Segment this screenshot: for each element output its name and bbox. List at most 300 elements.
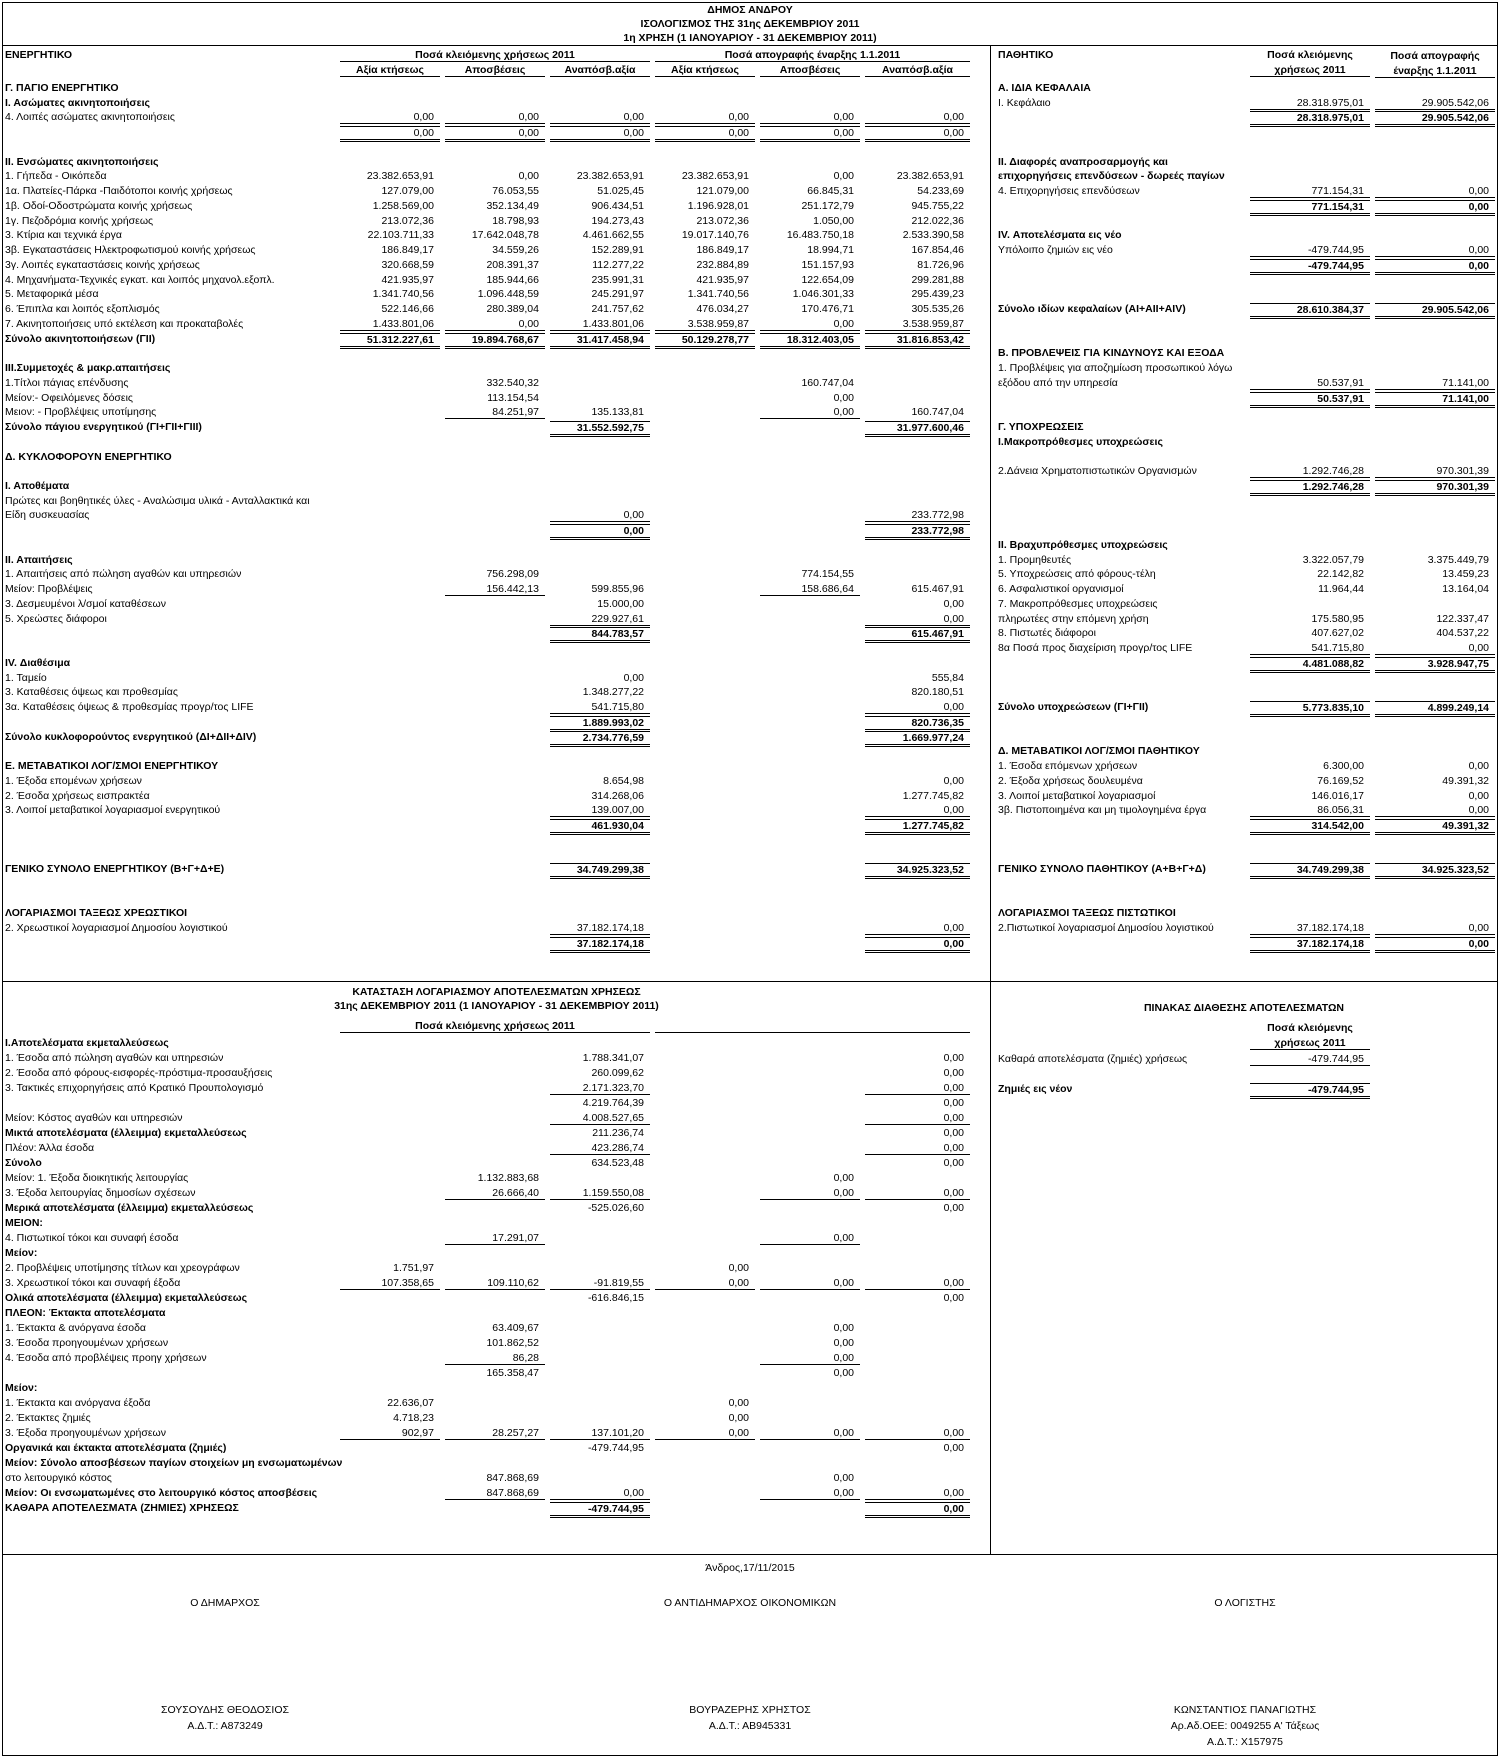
- liab-row-label: 7. Μακροπρόθεσμες υποχρεώσεις: [998, 598, 1158, 610]
- income-value: 0,00: [865, 1142, 970, 1155]
- liab-value: 86.056,31: [1250, 804, 1370, 817]
- liab-value: 0,00: [1375, 937, 1495, 953]
- asset-value: 37.182.174,18: [550, 937, 650, 953]
- liab-value: 11.964,44: [1318, 583, 1364, 595]
- income-value: 4.008.527,65: [550, 1112, 650, 1125]
- assets-col-net-open: Αναπόσβ.αξία: [865, 64, 970, 77]
- liab-row-label: 2. Έξοδα χρήσεως δουλευμένα: [998, 775, 1143, 787]
- asset-row-label: ΛΟΓΑΡΙΑΣΜΟΙ ΤΑΞΕΩΣ ΧΡΕΩΣΤΙΚΟΙ: [5, 907, 188, 919]
- doc-period: 1η ΧΡΗΣΗ (1 ΙΑΝΟΥΑΡΙΟΥ - 31 ΔΕΚΕΜΒΡΙΟΥ 2011): [623, 32, 877, 44]
- asset-value: 34.749.299,38: [550, 863, 650, 879]
- asset-value: 0,00: [445, 126, 545, 142]
- liab-value: 13.459,23: [1442, 568, 1489, 580]
- income-row-label: 4. Πιστωτικοί τόκοι και συναφή έσοδα: [5, 1232, 179, 1244]
- liab-row-label: Υπόλοιπο ζημιών εις νέο: [998, 244, 1113, 256]
- liab-value: 541.715,80: [1250, 642, 1370, 655]
- asset-value: 2.734.776,59: [550, 731, 650, 747]
- doc-subtitle: ΙΣΟΛΟΓΙΣΜΟΣ ΤΗΣ 31ης ΔΕΚΕΜΒΡΙΟΥ 2011: [640, 18, 860, 30]
- income-value: 0,00: [760, 1352, 860, 1365]
- distribution-net-result-value: -479.744,95: [1250, 1053, 1370, 1066]
- income-row-label: Σύνολο: [5, 1157, 42, 1169]
- liab-row-label: 4. Επιχορηγήσεις επενδύσεων: [998, 185, 1140, 197]
- income-value: 0,00: [728, 1412, 749, 1424]
- asset-value: 160.747,04: [911, 406, 964, 418]
- asset-value: 906.434,51: [591, 200, 644, 212]
- asset-value: 54.233,69: [917, 185, 964, 197]
- asset-value: 295.439,23: [911, 288, 964, 300]
- asset-value: 615.467,91: [865, 627, 970, 643]
- asset-value: 213.072,36: [381, 215, 434, 227]
- sig-mayor-name: ΣΟΥΣΟΥΔΗΣ ΘΕΟΔΟΣΙΟΣ: [160, 1704, 289, 1716]
- liab-value: 404.537,22: [1436, 627, 1489, 639]
- income-row-label: ΜΕΙΟΝ:: [5, 1217, 43, 1229]
- liab-value: 3.375.449,79: [1427, 554, 1489, 566]
- income-value: 0,00: [760, 1487, 860, 1500]
- liab-label: ΠΑΘΗΤΙΚΟ: [998, 49, 1054, 61]
- assets-label: ΕΝΕΡΓΗΤΙΚΟ: [5, 49, 73, 61]
- income-row-label: Μείον: Οι ενσωματωμένες στο λειτουργικό κόστος αποσβέσεις: [5, 1487, 318, 1499]
- asset-value: 34.559,26: [492, 244, 539, 256]
- asset-value: 19.017.140,76: [681, 229, 749, 241]
- asset-value: 0,00: [760, 126, 860, 142]
- liab-row-label: 1. Προμηθευτές: [998, 554, 1072, 566]
- income-value: 0,00: [760, 1277, 860, 1290]
- income-value: 101.862,52: [486, 1337, 539, 1349]
- income-value: 17.291,07: [445, 1232, 545, 1245]
- income-value: 4.718,23: [393, 1412, 434, 1424]
- liab-value: 29.905.542,06: [1375, 303, 1495, 319]
- liab-value: 5.773.835,10: [1250, 701, 1370, 717]
- assets-group1: Ποσά κλειόμενης χρήσεως 2011: [340, 49, 650, 62]
- income-row-label: ΚΑΘΑΡΑ ΑΠΟΤΕΛΕΣΜΑΤΑ (ΖΗΜΙΕΣ) ΧΡΗΣΕΩΣ: [5, 1502, 239, 1514]
- asset-value: 18.798,93: [492, 215, 539, 227]
- liab-row-label: Δ. ΜΕΤΑΒΑΤΙΚΟΙ ΛΟΓ/ΣΜΟΙ ΠΑΘΗΤΙΚΟΥ: [998, 745, 1200, 757]
- asset-value: 31.552.592,75: [550, 421, 650, 437]
- income-value: 260.099,62: [591, 1067, 644, 1079]
- income-col-header-rule: [655, 1020, 970, 1033]
- asset-row-label: Πρώτες και βοηθητικές ύλες - Αναλώσιμα υλικά - Ανταλλακτικά και: [5, 495, 310, 507]
- income-row-label: Οργανικά και έκτακτα αποτελέσματα (ζημιές): [5, 1442, 227, 1454]
- asset-value: 0,00: [445, 111, 545, 124]
- asset-value: 66.845,31: [807, 185, 854, 197]
- asset-value: 1.277.745,82: [902, 790, 964, 802]
- asset-value: 320.668,59: [381, 259, 434, 271]
- asset-row-label: Μειον: - Προβλέψεις υποτίμησης: [5, 406, 157, 418]
- income-row-label: 3. Χρεωστικοί τόκοι και συναφή έξοδα: [5, 1277, 181, 1289]
- asset-value: 19.894.768,67: [445, 333, 545, 349]
- income-row-label: 1. Έκτακτα και ανόργανα έξοδα: [5, 1397, 151, 1409]
- income-row-label: 2. Έκτακτες ζημιές: [5, 1412, 91, 1424]
- asset-value: 0,00: [550, 524, 650, 540]
- asset-value: 774.154,55: [801, 568, 854, 580]
- asset-value: 0,00: [833, 170, 854, 182]
- asset-value: 23.382.653,91: [896, 170, 964, 182]
- liab-value: 37.182.174,18: [1250, 937, 1370, 953]
- asset-value: 0,00: [623, 672, 644, 684]
- income-value: 0,00: [865, 1082, 970, 1095]
- liab-value: 28.610.384,37: [1250, 303, 1370, 319]
- income-row-label: 3. Τακτικές επιχορηγήσεις από Κρατικό Προυπολογισμό: [5, 1082, 264, 1094]
- liab-value: 407.627,02: [1311, 627, 1364, 639]
- asset-row-label: Γ. ΠΑΓΙΟ ΕΝΕΡΓΗΤΙΚΟ: [5, 82, 119, 94]
- asset-row-label: 3. Κτίρια και τεχνικά έργα: [5, 229, 122, 241]
- income-value: 1.132.883,68: [477, 1172, 539, 1184]
- asset-value: 8.654,98: [603, 775, 644, 787]
- income-value: 0,00: [943, 1157, 964, 1169]
- asset-value: 820.736,35: [865, 716, 970, 732]
- asset-value: 233.772,98: [865, 524, 970, 540]
- income-value: -525.026,60: [587, 1202, 644, 1214]
- sig-deputy-title: Ο ΑΝΤΙΔΗΜΑΡΧΟΣ ΟΙΚΟΝΟΜΙΚΩΝ: [663, 1597, 837, 1609]
- asset-value: 160.747,04: [801, 377, 854, 389]
- income-row-label: 4. Έσοδα από προβλέψεις προηγ χρήσεων: [5, 1352, 207, 1364]
- asset-row-label: 3. Λοιποί μεταβατικοί λογαριασμοί ενεργητικού: [5, 804, 221, 816]
- sig-deputy-name: ΒΟΥΡΑΖΕΡΗΣ ΧΡΗΣΤΟΣ: [689, 1704, 811, 1716]
- income-value: 423.286,74: [550, 1142, 650, 1155]
- liab-value: 13.164,04: [1442, 583, 1489, 595]
- liab-value: 0,00: [1375, 804, 1495, 817]
- income-value: 0,00: [728, 1397, 749, 1409]
- asset-value: 0,00: [655, 111, 755, 124]
- asset-row-label: Σύνολο πάγιου ενεργητικού (ΓΙ+ΓΙΙ+ΓΙΙΙ): [5, 421, 202, 433]
- asset-value: 332.540,32: [486, 377, 539, 389]
- asset-value: 212.022,36: [911, 215, 964, 227]
- income-value: 0,00: [760, 1232, 860, 1245]
- income-col-header: Ποσά κλειόμενης χρήσεως 2011: [340, 1020, 650, 1033]
- asset-value: 158.686,64: [760, 583, 860, 596]
- asset-value: 185.944,66: [486, 274, 539, 286]
- asset-value: 0,00: [760, 406, 860, 419]
- assets-col-net-2011: Αναπόσβ.αξία: [550, 64, 650, 77]
- asset-value: 555,84: [931, 672, 964, 684]
- asset-value: 476.034,27: [696, 303, 749, 315]
- distribution-carry-forward-value: -479.744,95: [1250, 1083, 1370, 1099]
- asset-value: 599.855,96: [591, 583, 644, 595]
- income-value: 0,00: [833, 1472, 854, 1484]
- asset-value: 51.025,45: [597, 185, 644, 197]
- asset-row-label: Ι. Ασώματες ακινητοποιήσεις: [5, 97, 150, 109]
- liab-value: 50.537,91: [1250, 377, 1370, 390]
- liab-value: 37.182.174,18: [1250, 922, 1370, 935]
- income-value: 0,00: [833, 1322, 854, 1334]
- income-value: 107.358,65: [340, 1277, 440, 1290]
- liab-value: 175.580,95: [1311, 613, 1364, 625]
- sig-mayor-id: Α.Δ.Τ.: Α873249: [187, 1720, 263, 1732]
- asset-value: 820.180,51: [911, 686, 964, 698]
- income-row-label: Μείον: Σύνολο αποσβέσεων παγίων στοιχείων μη ενσωματωμένων: [5, 1457, 343, 1469]
- asset-value: 352.134,49: [486, 200, 539, 212]
- liab-value: 0,00: [1375, 185, 1495, 198]
- assets-col-cost-open: Αξία κτήσεως: [655, 64, 755, 77]
- asset-value: 1.341.740,56: [687, 288, 749, 300]
- asset-value: 135.133,81: [591, 406, 644, 418]
- asset-row-label: ΓΕΝΙΚΟ ΣΥΝΟΛΟ ΕΝΕΡΓΗΤΙΚΟΥ (Β+Γ+Δ+Ε): [5, 863, 225, 875]
- asset-row-label: 4. Μηχανήματα-Τεχνικές εγκατ. και λοιπός μηχανολ.εξοπλ.: [5, 274, 275, 286]
- liab-value: 3.322.057,79: [1302, 554, 1364, 566]
- income-value: 0,00: [760, 1427, 860, 1440]
- asset-value: 0,00: [865, 922, 970, 935]
- income-value: 0,00: [943, 1292, 964, 1304]
- asset-value: 233.772,98: [865, 509, 970, 522]
- liab-value: 970.301,39: [1375, 480, 1495, 496]
- asset-value: 756.298,09: [486, 568, 539, 580]
- asset-value: 0,00: [865, 613, 970, 626]
- income-value: 0,00: [865, 1427, 970, 1440]
- income-row-label: 3. Έσοδα προηγουμένων χρήσεων: [5, 1337, 169, 1349]
- sig-deputy-id: Α.Δ.Τ.: ΑΒ945331: [708, 1720, 792, 1732]
- asset-value: 151.157,93: [801, 259, 854, 271]
- income-value: 1.159.550,08: [550, 1187, 650, 1200]
- income-row-label: 1. Έκτακτα & ανόργανα έσοδα: [5, 1322, 146, 1334]
- asset-value: 0,00: [518, 170, 539, 182]
- distribution-title: ΠΙΝΑΚΑΣ ΔΙΑΘΕΣΗΣ ΑΠΟΤΕΛΕΣΜΑΤΩΝ: [1143, 1002, 1345, 1014]
- liab-value: 1.292.746,28: [1250, 480, 1370, 496]
- income-value: 0,00: [943, 1097, 964, 1109]
- income-row-label: Μείον: Κόστος αγαθών και υπηρεσιών: [5, 1112, 183, 1124]
- income-value: 847.868,69: [445, 1487, 545, 1500]
- income-value: 165.358,47: [486, 1367, 539, 1379]
- liab-value: 28.318.975,01: [1250, 111, 1370, 127]
- asset-value: 186.849,17: [381, 244, 434, 256]
- asset-row-label: 3. Δεσμευμένοι λ/σμοί καταθέσεων: [5, 598, 166, 610]
- asset-value: 0,00: [550, 126, 650, 142]
- income-value: 86,28: [445, 1352, 545, 1365]
- asset-value: 139.007,00: [550, 804, 650, 817]
- income-value: 0,00: [760, 1187, 860, 1200]
- asset-row-label: 1α. Πλατείες-Πάρκα -Παιδότοποι κοινής χρήσεως: [5, 185, 233, 197]
- income-value: 847.868,69: [486, 1472, 539, 1484]
- asset-value: 1.196.928,01: [687, 200, 749, 212]
- liab-value: 771.154,31: [1250, 200, 1370, 216]
- liab-col2-line1: Ποσά απογραφής: [1390, 50, 1480, 62]
- income-value: 0,00: [943, 1442, 964, 1454]
- income-value: 0,00: [833, 1337, 854, 1349]
- asset-row-label: Δ. ΚΥΚΛΟΦΟΡΟΥΝ ΕΝΕΡΓΗΤΙΚΟ: [5, 451, 172, 463]
- income-value: 63.409,67: [492, 1322, 539, 1334]
- asset-value: 461.930,04: [550, 819, 650, 835]
- asset-row-label: 2. Χρεωστικοί λογαριασμοί Δημοσίου λογιστικού: [5, 922, 228, 934]
- liab-col1-line2: χρήσεως 2011: [1250, 64, 1370, 77]
- income-row-label: Μείον: 1. Έξοδα διοικητικής λειτουργίας: [5, 1172, 189, 1184]
- asset-value: 541.715,80: [550, 701, 650, 714]
- income-value: 0,00: [943, 1202, 964, 1214]
- liab-value: 49.391,32: [1442, 775, 1489, 787]
- income-value: 902,97: [340, 1427, 440, 1440]
- asset-value: 76.053,55: [492, 185, 539, 197]
- income-value: 0,00: [943, 1067, 964, 1079]
- asset-value: 15.000,00: [597, 598, 644, 610]
- liab-row-label: Β. ΠΡΟΒΛΕΨΕΙΣ ΓΙΑ ΚΙΝΔΥΝΟΥΣ ΚΑΙ ΕΞΟΔΑ: [998, 347, 1225, 359]
- income-value: 0,00: [865, 1277, 970, 1290]
- liab-value: 34.749.299,38: [1250, 863, 1370, 879]
- asset-value: 23.382.653,91: [366, 170, 434, 182]
- liab-row-label: εξόδου από την υπηρεσία: [998, 377, 1118, 389]
- asset-value: 23.382.653,91: [576, 170, 644, 182]
- asset-value: 522.146,66: [381, 303, 434, 315]
- income-value: 26.666,40: [445, 1187, 545, 1200]
- liab-row-label: IV. Αποτελέσματα εις νέο: [998, 229, 1122, 241]
- assets-col-depr-open: Αποσβέσεις: [760, 64, 860, 77]
- income-row-label: Μερικά αποτελέσματα (έλλειμμα) εκμεταλλεύσεως: [5, 1202, 254, 1214]
- asset-value: 18.312.403,05: [760, 333, 860, 349]
- asset-row-label: 5. Χρεώστες διάφοροι: [5, 613, 107, 625]
- income-row-label: Πλέον: Άλλα έσοδα: [5, 1142, 95, 1154]
- asset-row-label: 1. Ταμείο: [5, 672, 47, 684]
- income-value: 0,00: [728, 1262, 749, 1274]
- asset-value: 0,00: [550, 509, 650, 522]
- liab-row-label: επιχορηγήσεις επενδύσεων - δωρεές παγίων: [998, 170, 1225, 182]
- liab-value: 970.301,39: [1375, 465, 1495, 478]
- asset-row-label: 1.Τίτλοι πάγιας επένδυσης: [5, 377, 129, 389]
- asset-value: 245.291,97: [591, 288, 644, 300]
- asset-row-label: 3. Καταθέσεις όψεως και προθεσμίας: [5, 686, 178, 698]
- liab-value: 0,00: [1375, 922, 1495, 935]
- asset-row-label: Μείον:- Οφειλόμενες δόσεις: [5, 392, 133, 404]
- liab-row-label: ΓΕΝΙΚΟ ΣΥΝΟΛΟ ΠΑΘΗΤΙΚΟΥ (Α+Β+Γ+Δ): [998, 863, 1206, 875]
- liab-value: 1.292.746,28: [1250, 465, 1370, 478]
- asset-value: 251.172,79: [801, 200, 854, 212]
- liab-row-label: Ι.Μακροπρόθεσμες υποχρεώσεις: [998, 436, 1163, 448]
- liab-value: 314.542,00: [1250, 819, 1370, 835]
- liab-value: 0,00: [1375, 259, 1495, 275]
- liab-value: 50.537,91: [1250, 392, 1370, 408]
- asset-row-label: Είδη συσκευασίας: [5, 509, 90, 521]
- liab-row-label: 2.Δάνεια Χρηματοπιστωτικών Οργανισμών: [998, 465, 1197, 477]
- liab-row-label: 6. Ασφαλιστικοί οργανισμοί: [998, 583, 1124, 595]
- liab-value: 0,00: [1375, 200, 1495, 216]
- asset-value: 127.079,00: [381, 185, 434, 197]
- asset-value: 51.312.227,61: [340, 333, 440, 349]
- asset-value: 421.935,97: [696, 274, 749, 286]
- asset-value: 0,00: [865, 804, 970, 817]
- sig-accountant-title: Ο ΛΟΓΙΣΤΗΣ: [1214, 1597, 1276, 1609]
- income-value: 137.101,20: [550, 1427, 650, 1440]
- income-value: 0,00: [655, 1277, 755, 1290]
- asset-value: 0,00: [865, 111, 970, 124]
- income-value: -91.819,55: [550, 1277, 650, 1290]
- liab-value: 71.141,00: [1375, 377, 1495, 390]
- distribution-net-result-label: Καθαρά αποτελέσματα (ζημιές) χρήσεως: [998, 1053, 1188, 1065]
- income-row-label: στο λειτουργικό κόστος: [5, 1472, 112, 1484]
- asset-value: 235.991,31: [591, 274, 644, 286]
- asset-value: 4.461.662,55: [582, 229, 644, 241]
- income-value: 211.236,74: [592, 1127, 644, 1139]
- asset-value: 16.483.750,18: [786, 229, 854, 241]
- asset-value: 1.669.977,24: [865, 731, 970, 747]
- asset-value: 0,00: [445, 318, 545, 331]
- liab-row-label: ΛΟΓΑΡΙΑΣΜΟΙ ΤΑΞΕΩΣ ΠΙΣΤΩΤΙΚΟΙ: [998, 907, 1176, 919]
- asset-row-label: 6. Έπιπλα και λοιπός εξοπλισμός: [5, 303, 160, 315]
- income-value: 4.219.764,39: [582, 1097, 644, 1109]
- asset-value: 1.096.448,59: [477, 288, 539, 300]
- income-row-label: ΠΛΕΟΝ: Έκτακτα αποτελέσματα: [5, 1307, 166, 1319]
- asset-value: 241.757,62: [591, 303, 644, 315]
- asset-value: 186.849,17: [696, 244, 749, 256]
- asset-value: 314.268,06: [591, 790, 644, 802]
- income-value: 1.788.341,07: [582, 1052, 644, 1064]
- asset-value: 1.433.801,06: [340, 318, 440, 331]
- liab-row-label: Σύνολο υποχρεώσεων (ΓΙ+ΓΙΙ): [998, 701, 1149, 713]
- income-value: -616.846,15: [587, 1292, 644, 1304]
- income-row-label: Μικτά αποτελέσματα (έλλειμμα) εκμεταλλεύσεως: [5, 1127, 247, 1139]
- distribution-col-b: χρήσεως 2011: [1250, 1037, 1370, 1050]
- asset-value: 305.535,26: [911, 303, 964, 315]
- income-row-label: Ι.Αποτελέσματα εκμεταλλεύσεως: [5, 1037, 169, 1049]
- liab-value: 6.300,00: [1323, 760, 1364, 772]
- asset-value: 1.277.745,82: [865, 819, 970, 835]
- asset-row-label: 1. Απαιτήσεις από πώληση αγαθών και υπηρεσιών: [5, 568, 242, 580]
- liab-value: 34.925.323,52: [1375, 863, 1495, 879]
- asset-row-label: 4. Λοιπές ασώματες ακινητοποιήσεις: [5, 111, 175, 123]
- liab-value: 0,00: [1468, 760, 1489, 772]
- income-value: 0,00: [833, 1367, 854, 1379]
- asset-row-label: Σύνολο κυκλοφορούντος ενεργητικού (ΔΙ+ΔΙΙ+ΔΙV): [5, 731, 257, 743]
- income-row-label: 3. Έξοδα προηγουμένων χρήσεων: [5, 1427, 167, 1439]
- asset-value: 18.994,71: [807, 244, 854, 256]
- liab-value: 71.141,00: [1375, 392, 1495, 408]
- asset-value: 0,00: [943, 775, 964, 787]
- liab-row-label: Ι. Κεφάλαιο: [998, 97, 1051, 109]
- income-row-label: 2. Προβλέψεις υποτίμησης τίτλων και χρεογράφων: [5, 1262, 240, 1274]
- sig-accountant-license: Αρ.Αδ.ΟΕΕ: 0049255 Α' Τάξεως: [1170, 1720, 1320, 1732]
- liab-row-label: 3β. Πιστοποιημένα και μη τιμολογημένα έργα: [998, 804, 1207, 816]
- asset-value: 194.273,43: [591, 215, 644, 227]
- liab-value: -479.744,95: [1250, 259, 1370, 275]
- asset-value: 2.533.390,58: [902, 229, 964, 241]
- income-row-label: 3. Έξοδα λειτουργίας δημοσίων σχέσεων: [5, 1187, 196, 1199]
- liab-row-label: Γ. ΥΠΟΧΡΕΩΣΕΙΣ: [998, 421, 1084, 433]
- asset-value: 113.154,54: [487, 392, 539, 404]
- asset-value: 0,00: [550, 111, 650, 124]
- liab-row-label: ΙΙ. Βραχυπρόθεσμες υποχρεώσεις: [998, 539, 1168, 551]
- asset-value: 50.129.278,77: [655, 333, 755, 349]
- sig-mayor-title: Ο ΔΗΜΑΡΧΟΣ: [190, 1597, 260, 1609]
- asset-value: 3.538.959,87: [865, 318, 970, 331]
- asset-value: 3.538.959,87: [655, 318, 755, 331]
- liab-value: 29.905.542,06: [1375, 111, 1495, 127]
- income-value: 28.257,27: [445, 1427, 545, 1440]
- liab-value: 22.142,82: [1317, 568, 1364, 580]
- income-row-label: Μείον:: [5, 1382, 38, 1394]
- liab-value: 49.391,32: [1375, 819, 1495, 835]
- liab-col2-line2: έναρξης 1.1.2011: [1375, 65, 1495, 78]
- income-row-label: 1. Έσοδα από πώληση αγαθών και υπηρεσιών: [5, 1052, 224, 1064]
- liab-col1-line1: Ποσά κλειόμενης: [1267, 49, 1353, 61]
- asset-row-label: Σύνολο ακινητοποιήσεων (ΓΙΙ): [5, 333, 156, 345]
- footer-place-date: Άνδρος,17/11/2015: [705, 1562, 795, 1574]
- asset-value: 1.433.801,06: [550, 318, 650, 331]
- liab-value: -479.744,95: [1250, 244, 1370, 257]
- liab-value: 0,00: [1375, 642, 1495, 655]
- income-value: -479.744,95: [587, 1442, 644, 1454]
- liab-row-label: 1. Έσοδα επόμενων χρήσεων: [998, 760, 1138, 772]
- asset-value: 37.182.174,18: [550, 922, 650, 935]
- asset-row-label: ΙΙ. Ενσώματες ακινητοποιήσεις: [5, 156, 159, 168]
- income-value: 0,00: [655, 1427, 755, 1440]
- asset-row-label: ΙΙΙ.Συμμετοχές & μακρ.απαιτήσεις: [5, 362, 171, 374]
- liab-row-label: Σύνολο ιδίων κεφαλαίων (ΑΙ+ΑΙΙ+ΑΙV): [998, 303, 1186, 315]
- asset-value: 34.925.323,52: [865, 863, 970, 879]
- income-value: 109.110,62: [445, 1277, 545, 1290]
- asset-value: 0,00: [760, 111, 860, 124]
- asset-value: 0,00: [833, 392, 854, 404]
- income-value: 0,00: [943, 1052, 964, 1064]
- liab-value: 4.481.088,82: [1250, 657, 1370, 673]
- asset-value: 1.050,00: [813, 215, 854, 227]
- liab-row-label: 8α Ποσά προς διαχείριση προγρ/τος LIFE: [998, 642, 1193, 654]
- income-subtitle: 31ης ΔΕΚΕΜΒΡΙΟΥ 2011 (1 ΙΑΝΟΥΑΡΙΟΥ - 31 ΔΕΚΕΜΒΡΙΟΥ 2011): [334, 1000, 659, 1012]
- income-value: 0,00: [833, 1172, 854, 1184]
